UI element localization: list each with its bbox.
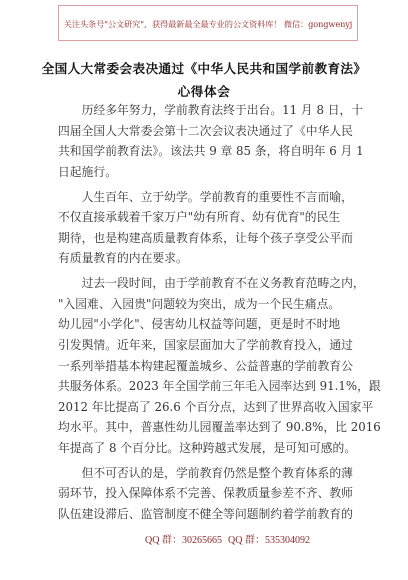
text-line: 2012 年比提高了 26.6 个百分点，达到了世界高收入国家平 [58, 399, 374, 414]
text-line: 幼儿园"小学化"、侵害幼儿权益等问题，更是时不时地 [58, 317, 341, 332]
text-line: 不仅直接承载着千家万户"幼有所育、幼有优育"的民生 [58, 210, 341, 225]
qq-group-2: QQ 群：535304092 [228, 535, 310, 546]
text-line: 历经多年努力，学前教育法终于出台。11 月 8 日，十 [81, 103, 364, 117]
footer [0, 531, 408, 551]
text-line: 共服务体系。2023 年全国学前三年毛入园率达到 91.1%，跟 [58, 379, 381, 394]
text-line: 有质量教育的内在要求。 [58, 251, 188, 266]
promo-banner [58, 5, 358, 41]
text-line: 日起施行。 [58, 164, 117, 179]
document-body [58, 100, 381, 524]
document-title: 全国人大常委会表决通过《中华人民共和国学前教育法》 [41, 61, 367, 76]
text-line: 期待，也是构建高质量教育体系，让每个孩子享受公平而 [58, 230, 353, 245]
text-line: 年提高了 8 个百分比。这种跨越式发展，是可知可感的。 [58, 440, 357, 455]
text-line: 引发舆情。近年来，国家层面加大了学前教育投入，通过 [58, 337, 353, 352]
text-line: 队伍建设滞后、监管制度不健全等问题制约着学前教育的 [58, 506, 353, 521]
text-line: 四届全国人大常委会第十二次会议表决通过了《中华人民 [58, 123, 353, 138]
text-line: 均水平。其中，普惠性幼儿园覆盖率达到了 90.8%，比 2016 [58, 420, 381, 435]
text-line: 共和国学前教育法》。该法共 9 章 85 条，将自明年 6 月 1 [58, 144, 364, 159]
document-subtitle: 心得体会 [177, 84, 231, 99]
text-line: 一系列举措基本构建起覆盖城乡、公益普惠的学前教育公 [58, 358, 353, 373]
text-line: 人生百年、立于幼学。学前教育的重要性不言而喻， [81, 189, 353, 204]
promo-banner-text: 关注头条号"公文研究"，获得最新最全最专业的公文资料库！ 微信：gongwenyj [63, 19, 353, 29]
text-line: 过去一段时间，由于学前教育不在义务教育范畴之内， [81, 276, 365, 291]
qq-group-1: QQ 群：30265665 [145, 535, 222, 546]
text-line: 弱环节，投入保障体系不完善、保教质量参差不齐、教师 [58, 486, 353, 501]
text-line: "入园难、入园贵"问题较为突出，成为一个民生痛点。 [58, 296, 341, 311]
text-line: 但不可否认的是，学前教育仍然是整个教育体系的薄 [81, 465, 353, 480]
